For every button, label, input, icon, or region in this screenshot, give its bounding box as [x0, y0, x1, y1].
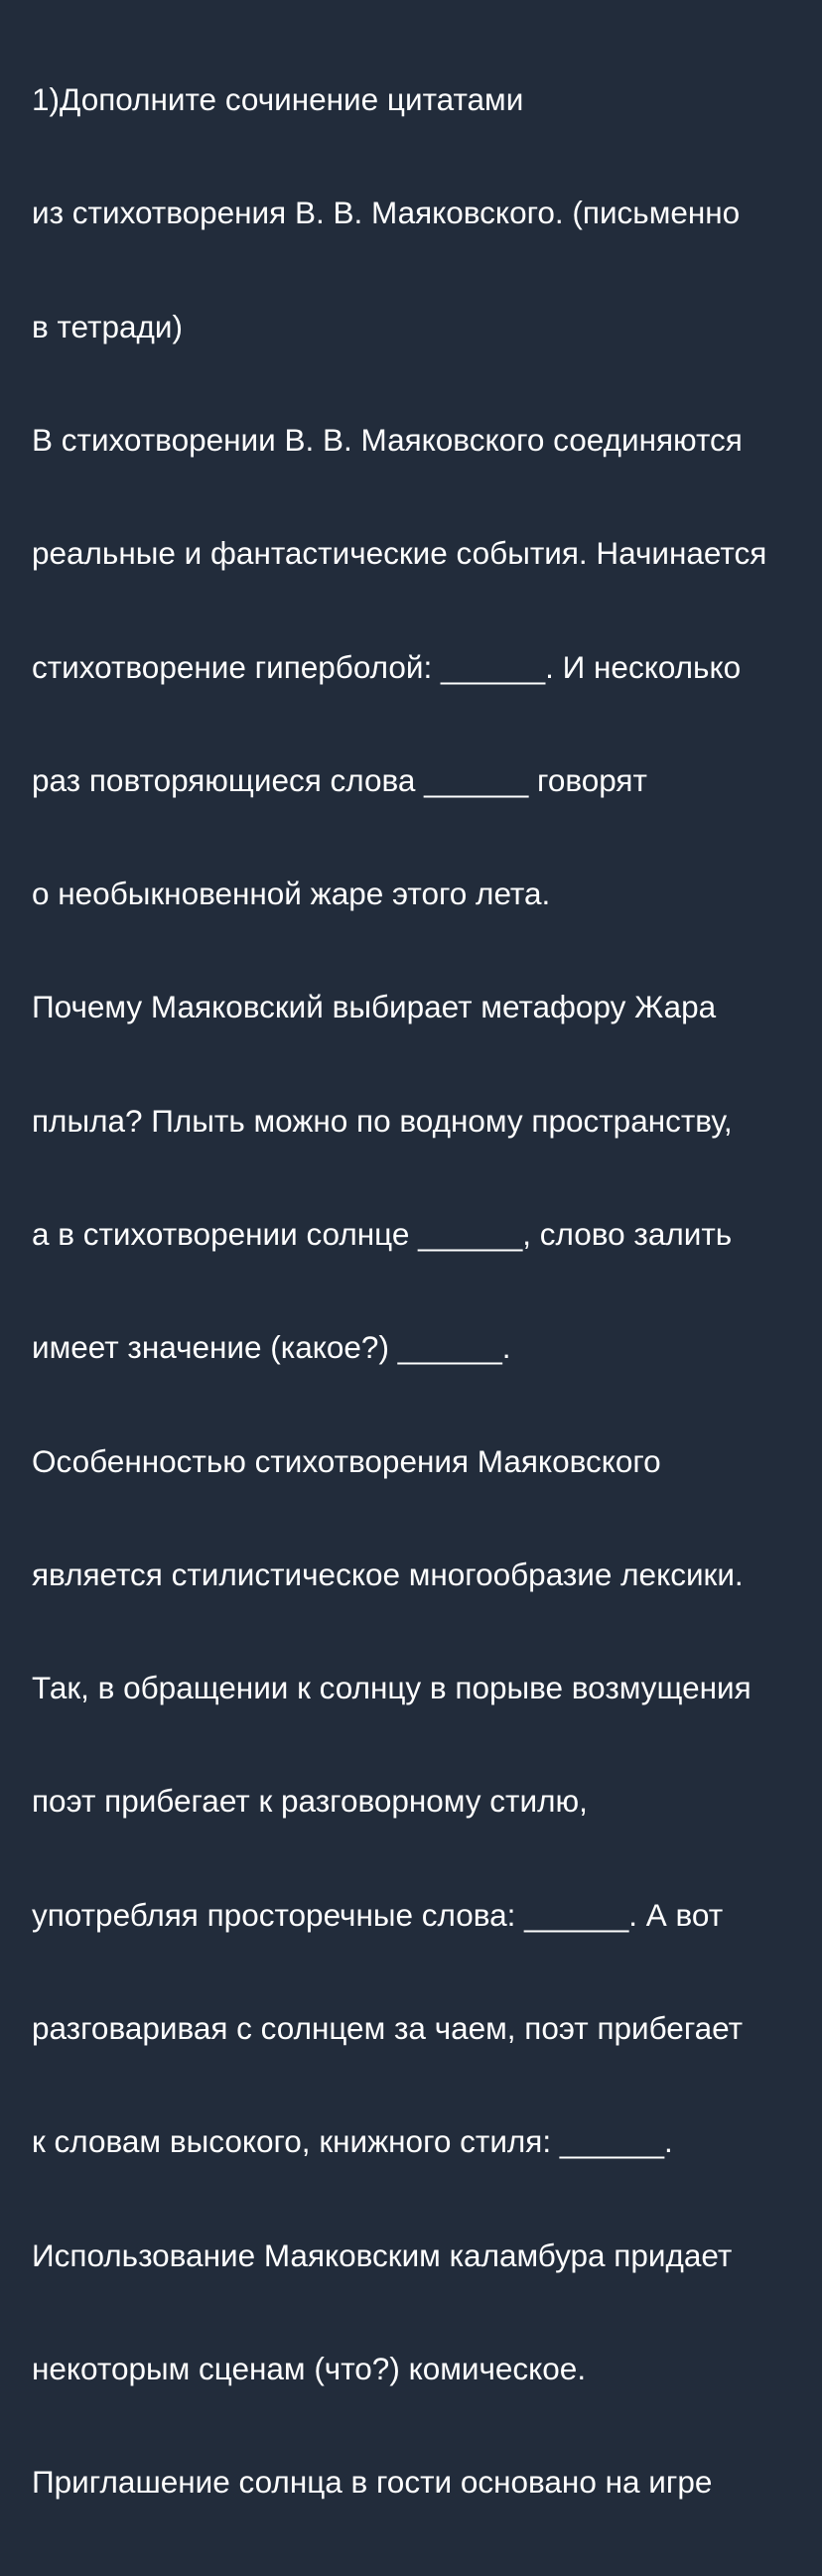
message-line: раз повторяющиеся слова ______ говорят: [32, 761, 647, 798]
message-line: Почему Маяковский выбирает метафору Жара: [32, 989, 717, 1025]
message-line: поэт прибегает к разговорному стилю,: [32, 1783, 588, 1820]
message-line: разговаривая с солнцем за чаем, поэт прибегает: [32, 2009, 744, 2046]
message-line: Особенностью стихотворения Маяковского: [32, 1442, 661, 1479]
message-line: Так, в обращении к солнцу в порыве возмущения: [32, 1670, 752, 1706]
message-line: плыла? Плыть можно по водному пространству,: [32, 1102, 733, 1139]
message-line: в тетради): [32, 308, 183, 344]
message-line: Приглашение солнца в гости основано на игре: [32, 2464, 713, 2501]
message-line: некоторым сценам (что?) комическое.: [32, 2350, 587, 2386]
message-line: В стихотворении В. В. Маяковского соединяются: [32, 422, 743, 459]
message-line: стихотворение гиперболой: ______. И несколько: [32, 648, 742, 685]
message-text: [32, 5, 766, 2576]
message-line: к словам высокого, книжного стиля: ______.: [32, 2123, 673, 2160]
message-line: Использование Маяковским каламбура придает: [32, 2237, 733, 2273]
message-line: о необыкновенной жаре этого лета.: [32, 876, 551, 912]
message-line: а в стихотворении солнце ______, слово залить: [32, 1216, 733, 1252]
message-line: имеет значение (какое?) ______.: [32, 1329, 511, 1366]
message-line: является стилистическое многообразие лексики.: [32, 1556, 744, 1592]
message-line: из стихотворения В. В. Маяковского. (письменно: [32, 195, 741, 231]
message-line: 1)Дополните сочинение цитатами: [32, 81, 524, 118]
message-line: употребляя просторечные слова: ______. А вот: [32, 1896, 724, 1933]
message-line: реальные и фантастические события. Начинается: [32, 535, 767, 572]
